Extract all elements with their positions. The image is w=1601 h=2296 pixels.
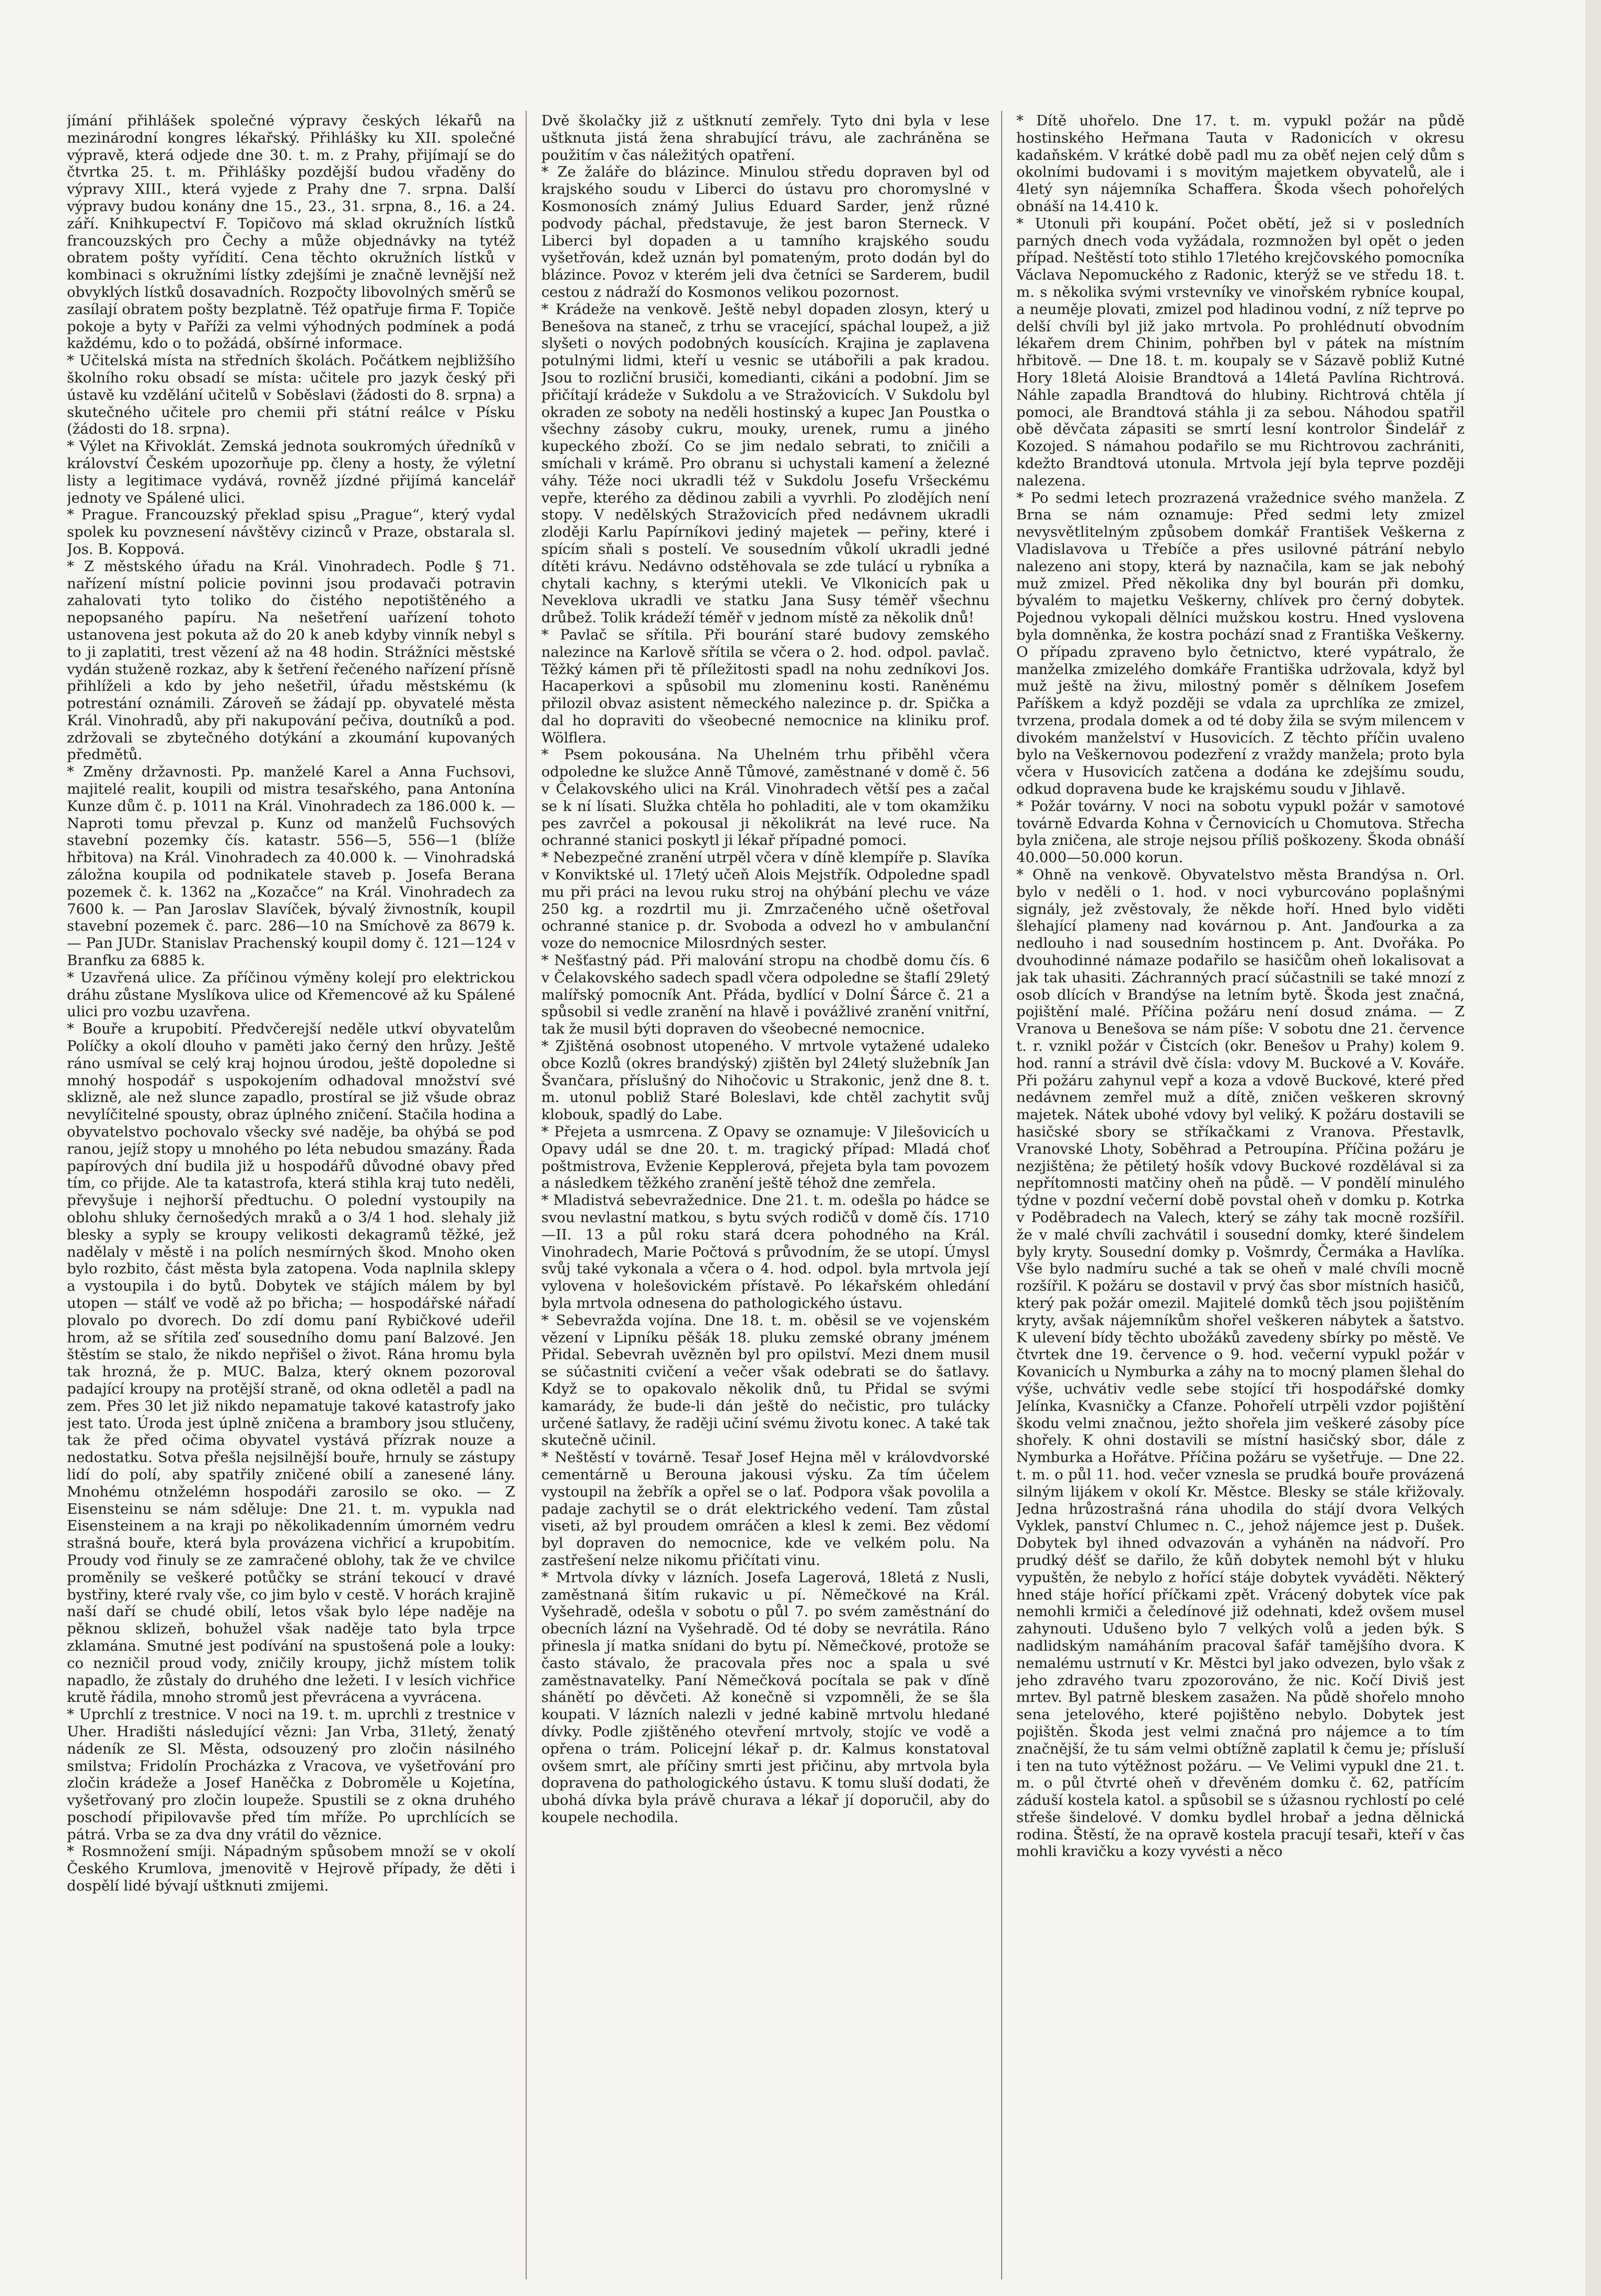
news-paragraph: * Nebezpečné zranění utrpěl včera v díně klempíře p. Slavíka v Konviktské ul. 17letý učeň Alois Mejstřík. Odpoledne spadl mu při práci na levou ruku stroj na ohýbání plechu ve váze 250 kg. a rozdrtil mu ji. Zmrzačeného učně ošetřoval ochranné stanice p. dr. Svoboda a odvezl ho v ambulanční voze do nemocnice Milosrdných sester.	[541, 849, 990, 952]
news-paragraph: * Utonuli při koupání. Počet obětí, jež si v posledních parných dnech voda vyžádala, rozmnožen byl opět o jeden případ. Neštěstí toto stihlo 17letého krejčovského pomocníka Václava Nepomuckého z Radonic, kterýž se ve středu 18. t. m. s několika svými vrstevníky ve vinořském rybníce koupal, a neuměje plovati, zmizel pod hladinou vodní, z níž teprve po delší chvíli byl již jako mrtvola. Po prohlédnutí obvodním lékařem drem Chinim, pohřben byl v pátek na místním hřbitově. — Dne 18. t. m. koupaly se v Sázavě pobliž Kutné Hory 18letá Aloisie Brandtová a 14letá Pavlína Richtrová. Náhle zapadla Brandtová do hlubiny. Richtrová chtěla jí pomoci, ale Brandtová stáhla ji za sebou. Náhodou spatřil obě děvčata zápasiti se smrtí lesní kontrolor Šindelář z Kozojed. S námahou podařilo se mu Richtrovou zachrániti, kdežto Brandtová utonula. Mrtvola její byla teprve později nalezena.	[1016, 215, 1465, 489]
news-paragraph: * Sebevražda vojína. Dne 18. t. m. oběsil se ve vojenském vězení v Lipníku pěšák 18. pluku zemské obrany jménem Přidal. Sebevrah uvězněn byl pro opilství. Mezi dnem musil se súčastniti cvičení a večer však odebrati se do šatlavy. Když se to opakovalo několik dnů, tu Přidal se svými kamarády, že bude-li dán ještě do nečistic, pro tulácky určené šatlavy, že raději učiní svému životu konec. A také tak skutečně učinil.	[541, 1312, 990, 1449]
news-paragraph: * Výlet na Křivoklát. Zemská jednota soukromých úředníků v království Českém upozorňuje pp. členy a hosty, že výletní listy a legitimace vydává, rovněž jízdné přijímá kancelář jednoty ve Spálené ulici.	[67, 438, 515, 506]
news-paragraph: * Dítě uhořelo. Dne 17. t. m. vypukl požár na půdě hostinského Heřmana Tauta v Radonicích v okresu kadaňském. V krátké době padl mu za oběť nejen celý dům s okolními budovami i s movitým majetkem obyvatelů, ale i 4letý syn nájemníka Schaffera. Škoda všech pohořelých obnáší na 14.410 k.	[1016, 112, 1465, 215]
news-paragraph: * Přejeta a usmrcena. Z Opavy se oznamuje: V Jilešovicích u Opavy udál se dne 20. t. m. tragický případ: Mladá choť poštmistrova, Evženie Kepplerová, přejeta byla tam povozem a následkem těžkého zranění ještě téhož dne zemřela.	[541, 1123, 990, 1192]
news-paragraph: * Požár továrny. V noci na sobotu vypukl požár v samotové továrně Edvarda Kohna v Černovicích u Chomutova. Střecha byla zničena, ale stroje nejsou příliš poškozeny. Škoda obnáší 40.000—50.000 korun.	[1016, 797, 1465, 866]
text-column-1	[67, 112, 515, 2283]
news-paragraph: * Ohně na venkově. Obyvatelstvo města Brandýsa n. Orl. bylo v neděli o 1. hod. v noci vyburcováno poplašnými signály, jež zvěstovaly, že někde hoří. Hned bylo viděti šlehající plameny nad kovárnou p. Ant. Janďourka a za nedlouho i nad sousedním hostincem p. Ant. Dvořáka. Po dvouhodinné námaze podařilo se hasičům oheň lokalisovat a jak tak uhasiti. Záchranných prací súčastnili se také mnozí z osob dlících v Brandýse na letním bytě. Škoda jest značná, pojištění malé. Příčina požáru není dosud známa. — Z Vranova u Benešova se nám píše: V sobotu dne 21. července t. r. vznikl požár v Čistcích (okr. Benešov u Prahy) kolem 9. hod. ranní a strávil dvě čísla: vdovy M. Buckové a V. Kováře. Při požáru zahynul vepř a koza a vdově Buckové, které před nedávnem zemřel muž a dítě, zničen veškeren skrovný majetek. Nátek ubohé vdovy byl veliký. K požáru dostavili se hasičské sbory se stříkačkami z Vranova. Přestavlk, Vranovské Lhoty, Soběhrad a Petroupína. Příčina požáru je nezjištěna; že pětiletý hošík vdovy Buckové rozdělával si za nepřítomnosti matčiny oheň na půdě. — V pondělí minulého týdne v pozdní večerní době povstal oheň v domku p. Kotrka v Poděbradech na Valech, který se záhy tak mocně rozšířil. že v malé chvíli zachvátil i sousední domky, které šindelem byly kryty. Sousední domky p. Vošmrdy, Čermáka a Havlíka. Vše bylo nadmíru suché a tak se oheň v malé chvíli mocně rozšířil. K požáru se dostavil v prvý čas sbor místních hasičů, který pak požár omezil. Majitelé domků těch jsou pojištěním kryty, avšak nájemníkům shořel veškeren nábytek a šatstvo. K ulevení bídy těchto ubožáků zavedeny sbírky po městě. Ve čtvrtek dne 19. července o 9. hod. večerní vypukl požár v Kovanicích u Nymburka a záhy na to mocný plamen šlehal do výše, uchvátiv vedle sebe stojící tři hospodářské domky Jelínka, Kvasničky a Cfanze. Pohořelí utrpěli vzdor pojištění škodu velmi značnou, ježto shořela jim veškeré zásoby píce shořely. K ohni dostavili se místní hasičský sbor, dále z Nymburka a Hořátve. Příčina požáru se vyšetřuje. — Dne 22. t. m. o půl 11. hod. večer vznesla se prudká bouře provázená silným lijákem v okolí Kr. Městce. Blesky se stále křižovaly. Jedna hrůzostrašná rána uhodila do stájí dvora Velkých Vyklek, panství Chlumec n. C., jehož nájemce jest p. Dušek. Dobytek byl ihned odvazován a vyháněn na nádvoří. Pro prudký déšť se dařilo, že kůň dobytek nemohl být v hluku vypuštěn, že nebylo z hořící stáje dobytek vyváděti. Některý hned stáje hořící příčkami zpět. Vrácený dobytek více pak nemohli krmiči a čeledínové již odehnati, kdež ovšem musel zahynouti. Udušeno bylo 7 velkých volů a jeden býk. S nadlidským namáháním pracoval šafář tamějšího dvora. K nemalému ustrnutí v Kr. Městci byl jako odvezen, bylo však z jeho zdravého tvaru zpozorováno, že nic. Kočí Diviš jest mrtev. Byl patrně bleskem zasažen. Na půdě shořelo mnoho sena jetelového, které pojištěno nebylo. Dobytek jest pojištěn. Škoda jest velmi značná pro nájemce a to tím značnější, že tu sám velmi obtížně zaplatil k čemu je; přísluší i ten na tuto výtěžnost požáru. — Ve Velimi vypukl dne 21. t. m. o půl čtvrté oheň v dřevěném domku č. 62, patřícím záduší kostela katol. a spůsobil se s úžasnou rychlostí po celé střeše šindelové. V domku bydlel hrobař a jedna dělnická rodina. Štěstí, že na opravě kostela pracují tesaři, kteří v čas mohli kravičku a kozy vyvésti a něco	[1016, 866, 1465, 1860]
news-paragraph: * Změny državnosti. Pp. manželé Karel a Anna Fuchsovi, majitelé realit, koupili od mistra tesařského, pana Antonína Kunze dům č. p. 1011 na Král. Vinohradech za 186.000 k. — Naproti tomu převzal p. Kunz od manželů Fuchsových stavební pozemky čís. katastr. 556—5, 556—1 (blíže hřbitova) na Král. Vinohradech za 40.000 k. — Vinohradská záložna koupila od podnikatele staveb p. Josefa Berana pozemek č. k. 1362 na „Kozačce“ na Král. Vinohradech za 7600 k. — Pan Jaroslav Slavíček, bývalý živnostník, koupil stavební pozemek č. parc. 286—10 na Smíchově za 8679 k. — Pan JUDr. Stanislav Prachenský koupil domy č. 121—124 v Branfku za 6885 k.	[67, 763, 515, 969]
news-paragraph: * Mrtvola dívky v lázních. Josefa Lagerová, 18letá z Nusli, zaměstnaná šitím rukavic u pí. Němečkové na Král. Vyšehradě, odešla v sobotu o půl 7. po svém zaměstnání do obecních lázní na Vyšehradě. Od té doby se nevrátila. Ráno přinesla jí matka snídani do bytu pí. Němečkové, protože se často stávalo, že pracovala přes noc a spala u své zaměstnavatelky. Paní Němečková pocítala se pak v ďíně shánětí po děvčeti. Až konečně si vzpomněli, že se šla koupati. V lázních nalezli v jedné kabině mrtvolu hledané dívky. Podle zjištěného otevření mrtvoly, stojíc ve vodě a opřena o trám. Policejní lékař p. dr. Kalmus konstatoval ovšem smrt, ale příčiny smrti jest přičinu, aby mrtvola byla dopravena do pathologického ústavu. K tomu sluší dodati, že ubohá dívka byla právě churava a lékař jí doporučil, aby do koupele nechodila.	[541, 1569, 990, 1826]
news-paragraph: * Zjištěná osobnost utopeného. V mrtvole vytažené udaleko obce Kozlů (okres brandýský) zjištěn byl 24letý služebník Jan Švančara, příslušný do Nihočovic u Strakonic, jenž dne 8. t. m. utonul pobliž Staré Boleslavi, kde chtěl zachytit svůj klobouk, spadlý do Labe.	[541, 1038, 990, 1123]
news-paragraph: * Neštěstí v továrně. Tesař Josef Hejna měl v královdvorské cementárně u Berouna jakousi výsku. Za tím účelem vystoupil na žebřík a opřel se o lať. Podpora však povolila a padaje zachytil se o drát elektrického vedení. Tam zůstal viseti, až byl proudem omráčen a klesl k zemi. Bez vědomí byl dopraven do nemocnice, kde ve velkém polu. Na zastřešení nelze nikomu přičítati vinu.	[541, 1449, 990, 1569]
news-paragraph: * Rosmnožení smíji. Nápadným spůsobem množí se v okolí Českého Krumlova, jmenovitě v Hejrově případy, že děti i dospělí lidé bývají uštknuti zmijemi.	[67, 1843, 515, 1895]
news-paragraph: * Bouře a krupobití. Předvčerejší neděle utkví obyvatelům Políčky a okolí dlouho v paměti jako černý den hrůzy. Ještě ráno usmíval se celý kraj hojnou úrodou, ještě dopoledne si mnohý hospodář s uspokojením odhadoval množství své sklizně, ale než slunce zapadlo, prostíral se již všude obraz nevylíčitelné spousty, obraz úplného zničení. Stačila hodina a obyvatelstvo pochovalo všecky své naděje, ba ohýbá se pod ranou, jejíž stopy u mnohého po léta nebudou smazány. Řada papírových dní budila již u hospodářů důvodné obavy před tím, co přijde. Ale ta katastrofa, která stihla kraj tuto neděli, převyšuje i nejhorší předtuchu. O polední vystoupily na oblohu shluky černošedých mraků a o 3/4 1 hod. slehaly již blesky a syply se kroupy velikosti dekagramů těžké, jež nadělaly v městě i na polích nesmírných škod. Mnoho oken bylo rozbito, část města byla zatopena. Voda naplnila sklepy a vystoupila i do bytů. Dobytek ve stájích málem by byl utopen — stálť ve vodě až po břicha; — hospodářské nářadí plovalo po dvorech. Do zdí domu paní Rybičkové udeřil hrom, až se sřítila zeď sousedního domu paní Balzové. Jen štěstím se stalo, že nikdo nepřišel o život. Rána hromu byla tak hrozná, že p. MUC. Balza, který oknem pozoroval padající kroupy na protější straně, od okna odletěl a padl na zem. Přes 30 let již nikdo nepamatuje takové katastrofy jako jest tato. Úroda jest úplně zničena a brambory jsou stlučeny, tak že před očima obyvatel vystává přízrak nouze a nedostatku. Sotva přešla nejsilnější bouře, hrnuly se zástupy lidí do polí, aby spatřily zničené obilí a zanesené lány. Mnohému otnželémn hospodáři zarosilo se oko. — Z Eisensteinu se nám sděluje: Dne 21. t. m. vypukla nad Eisensteinem a na kraji po několikadenním úmorném vedru strašná bouře, která byla provázena vichřicí a krupobitím. Proudy vod řinuly se ze zamračené oblohy, tak že ve chvilce proměnily se veškeré potůčky se strání tekoucí v dravé bystřiny, které rvaly vše, co jim bylo v cestě. V horách krajině naší daří se chudé obilí, letos však bylo lépe naděje na pěknou sklizeň, bohužel však naděje tato byla trpce zklamána. Smutné jest podívání na spustošená pole a louky: co nezničil proud vody, zničily kroupy, jichž místem tolik napadlo, že zůstaly do druhého dne ležeti. I v lesích vichřice krutě řádila, mnoho stromů jest převrácena a vyvrácena.	[67, 1021, 515, 1706]
news-paragraph: * Mladistvá sebevražednice. Dne 21. t. m. odešla po hádce se svou nevlastní matkou, s bytu svých rodičů v domě čís. 1710—II. 13 a půl roku stará dcera pohodného na Král. Vinohradech, Marie Počtová s průvodním, že se utopí. Úmysl svůj také vykonala a včera o 4. hod. odpol. byla mrtvola její vylovena v holešovickém přístavě. Po lékařském ohledání byla mrtvola odnesena do pathologického ústavu.	[541, 1192, 990, 1312]
news-paragraph: * Po sedmi letech prozrazená vražednice svého manžela. Z Brna se nám oznamuje: Před sedmi lety zmizel nevysvětlitelným způsobem domkář František Veškerna z Vladislavova u Třebíče a přes usilovné pátrání nebylo nalezeno ani stopy, která by naznačila, kam se jak nebohý muž zmizel. Před několika dny byl bourán při domku, bývalém to majetku Veškerny, chlívek pro černý dobytek. Pojednou vykopali dělníci mužskou kostru. Hned vyslovena byla domněnka, že kostra pochází snad z Františka Veškerny. O případu zpraveno bylo četnictvo, které vypátralo, že manželka zmizelého domkáře Františka udržovala, když byl muž ještě na živu, milostný poměr s dělníkem Josefem Paříškem a když později se vdala za uprchlíka ze zmizel, tvrzena, prodala domek a od té doby žila se svým milencem v divokém manželství v Husovicích. Z těchto příčin uvaleno bylo na Veškernovou podezření z vraždy manžela; proto byla včera v Husovicích zatčena a dodána ke zdejšímu soudu, odkud dopravena bude ke krajskému soudu v Jihlavě.	[1016, 489, 1465, 798]
column-divider	[1001, 111, 1002, 2279]
news-paragraph: * Uzavřená ulice. Za příčinou výměny kolejí pro elektrickou dráhu zůstane Myslíkova ulice od Křemencové až ku Spálené ulici pro vozbu uzavřena.	[67, 969, 515, 1021]
news-paragraph: * Pavlač se sřítila. Při bourání staré budovy zemského nalezince na Karlově sřítila se včera o 2. hod. odpol. pavlač. Těžký kámen při tě příležitosti spadl na nohu zedníkovi Jos. Hacaperkovi a spůsobil mu zlomeninu kosti. Raněnému přilozil obvaz asistent německého nalezince p. dr. Spička a dal ho dopraviti do všeobecné nemocnice na kliniku prof. Wölflera.	[541, 626, 990, 746]
news-paragraph: * Uprchlí z trestnice. V noci na 19. t. m. uprchli z trestnice v Uher. Hradišti následující vězni: Jan Vrba, 31letý, ženatý nádeník ze Sl. Města, odsouzený pro zločin násilného smilstva; Fridolín Procházka z Vracova, ve vyšetřování pro zločin krádeže a Josef Haněčka z Dobroměle u Kojetína, vyšetřovaný pro zločin loupeže. Spustili se z okna druhého poschodí připilovavše před tím mříže. Po uprchlících se pátrá. Vrba se za dva dny vrátil do věznice.	[67, 1706, 515, 1843]
news-paragraph: * Prague. Francouzský překlad spisu „Prague“, který vydal spolek ku povznesení návštěvy cizinců v Praze, obstarala sl. Jos. B. Koppová.	[67, 506, 515, 558]
news-paragraph: * Nešťastný pád. Při malování stropu na chodbě domu čís. 6 v Čelakovského sadech spadl včera odpoledne se štaflí 29letý malířský pomocník Ant. Přáda, bydlící v Dolní Šárce č. 21 a spůsobil si vedle zranění na hlavě i povážlivé zranění vnitřní, tak že musil býti dopraven do všeobecné nemocnice.	[541, 952, 990, 1038]
news-paragraph: * Z městského úřadu na Král. Vinohradech. Podle § 71. nařízení místní policie povinni jsou prodavači potravin zahalovati tyto toliko do čistého nepotištěného a nepopsaného papíru. Na nešetření uařízení tohoto ustanovena jest pokuta až do 20 k aneb kdyby vinník nebyl s to ji zaplatiti, trest vězení až na 48 hodin. Strážníci městské vydán stuženě rozkaz, aby k šetření řečeného nařízení přísně přihlíželi a kdo by jeho nešetřil, úřadu městskému (k potrestání oznámili. Zároveň se žádají pp. obyvatelé města Král. Vinohradů, aby při nakupování pečiva, doutníků a pod. zdržovali se zbytečného dotýkání a zkoumání kupovaných předmětů.	[67, 558, 515, 763]
text-column-2	[541, 112, 990, 2283]
news-paragraph: jímání přihlášek společné výpravy českých lékařů na mezinárodní kongres lékařský. Přihlášky ku XII. společné výpravě, která odjede dne 30. t. m. z Prahy, přijímají se do čtvrtka 25. t. m. Přihlášky pozdější budou vřaděny do výpravy XIII., která vyjede z Prahy dne 7. srpna. Další výpravy budou konány dne 15., 23., 31. srpna, 8., 16. a 24. září. Knihkupectví F. Topičovo má sklad okružních lístků francouzských pro Čechy a může objednávky na tytéž obratem pošty vyřídití. Cena těchto okružních lístků v kombinaci s okružními lístky zdejšími je značně levnější než obvyklých lístků dosavadních. Rozpočty libovolných směrů se zasílají obratem pošty bezplatně. Též opatřuje firma F. Topiče pokoje a byty v Paříži za velmi výhodných podmínek a podá každému, kdo o to požádá, obšírné informace.	[67, 112, 515, 352]
news-paragraph: Dvě školačky již z uštknutí zemřely. Tyto dni byla v lese uštknuta jistá žena shrabující trávu, ale zachráněna se použitím v čas náležitých opatření.	[541, 112, 990, 164]
text-column-3	[1016, 112, 1465, 2283]
scan-edge	[1585, 0, 1601, 2296]
news-paragraph: * Ze žaláře do blázince. Minulou středu dopraven byl od krajského soudu v Liberci do ústavu pro choromyslné v Kosmonosích známý Julius Eduard Sarder, jenž různé podvody páchal, představuje, že jest baron Sterneck. V Liberci byl dopaden a u tamního krajského soudu vyšetřován, kdež uznán byl pomateným, proto dodán byl do blázince. Povoz v kterém jeli dva četníci se Sarderem, budil cestou z nádraží do Kosmonos velikou pozornost.	[541, 164, 990, 300]
news-paragraph: * Učitelská místa na středních školách. Počátkem nejbližšího školního roku obsadí se místa: učitele pro jazyk český při ústavě ku vzdělání učitelů v Soběslavi (žádosti do 8. srpna) a skutečného učitele pro chemii při státní reálce v Písku (žádosti do 18. srpna).	[67, 352, 515, 438]
news-paragraph: * Psem pokousána. Na Uhelném trhu přiběhl včera odpoledne ke služce Anně Tůmové, zaměstnané v domě č. 56 v Čelakovského ulici na Král. Vinohradech větší pes a začal se k ní lísati. Služka chtěla ho pohladiti, ale v tom okamžiku pes zavrčel a pokousal ji několikrát na levé ruce. Na ochranné stanici poskytl ji lékař případné pomoci.	[541, 746, 990, 849]
column-divider	[526, 111, 527, 2279]
news-paragraph: * Krádeže na venkově. Ještě nebyl dopaden zlosyn, který u Benešova na staneč, z trhu se vracející, spáchal loupež, a již slyšeti o nových podobných kousících. Krajina je zaplavena potulnými lidmi, kteří u vesnic se utábořili a pak kradou. Jsou to rozliční brusiči, komedianti, cikáni a podobní. Jim se přičítají krádeže v Sukdolu a ve Stražovicích. V Sukdolu byl okraden ze soboty na neděli hostinský a kupec Jan Poustka o všechny zásoby cukru, mouky, urenek, rumu a jiného kupeckého zboží. Co se jim nedalo sebrati, to zničili a smíchali v krámě. Pro obranu si uchystali kamení a železné váhy. Téže noci ukradli též v Sukdolu Josefu Vršeckému vepře, kterého za dědinou zabili a vyvrhli. Po zlodějích není stopy. V nedělských Stražovicích před nedávnem ukradli zloději Karlu Papírníkovi jediný majetek — peřiny, které i spícím sňali s postelí. Ve sousedním vůkolí ukradli jedné dítěti krávu. Nedávno odstěhovala se zde tulácí u rybníka a chytali kachny, s kterými utekli. Ve Vlkonicích pak u Neveklova ukradli ve statku Jana Susy téměř všechnu drůbež. Tolik krádeží téměř v jednom místě za několik dnů!	[541, 300, 990, 627]
